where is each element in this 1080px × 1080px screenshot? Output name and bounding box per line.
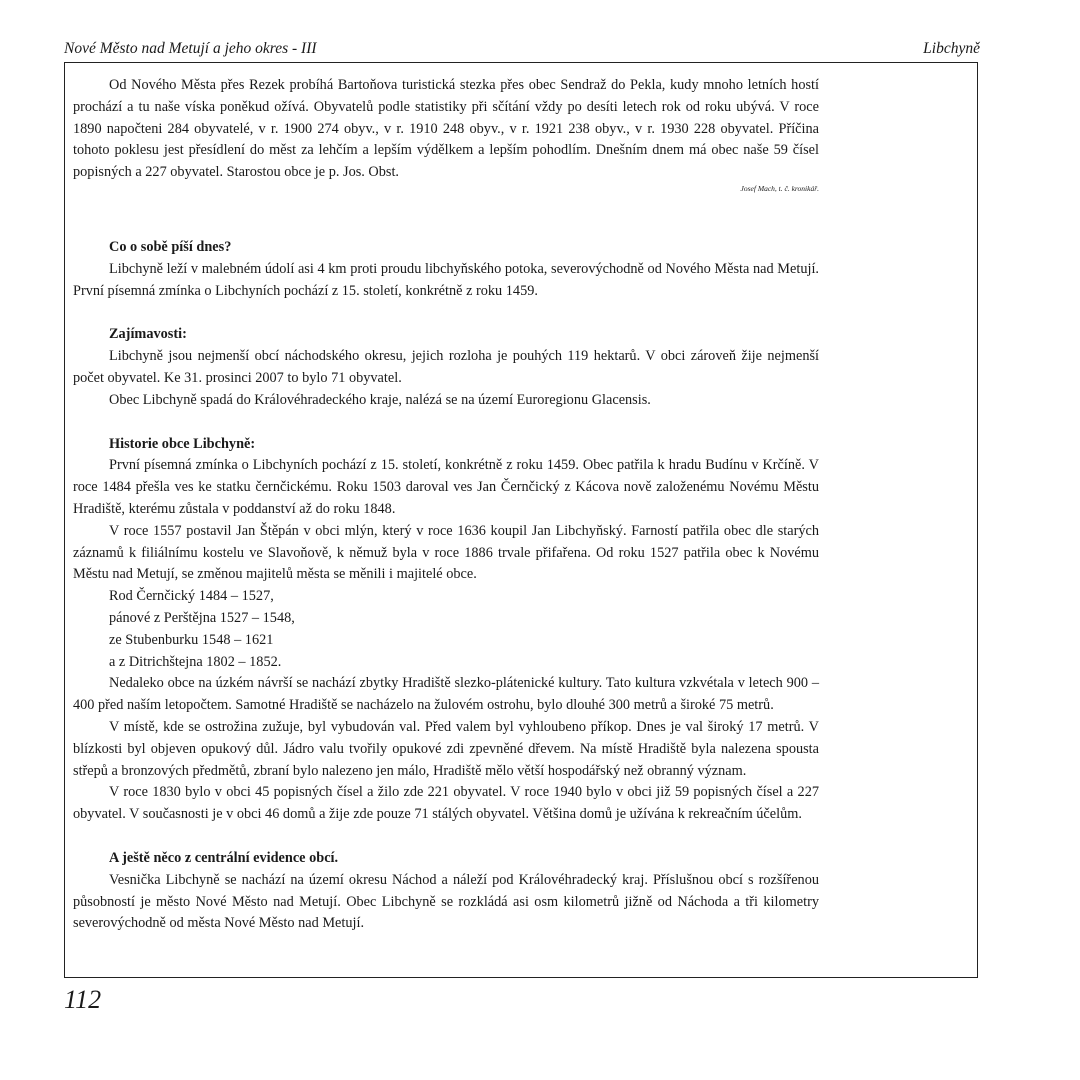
spacer bbox=[73, 302, 819, 324]
attractions-paragraph-2: Obec Libchyně spadá do Královéhradeckého kraje, nalézá se na území Euroregionu Glacensis. bbox=[109, 391, 651, 408]
history-paragraph-1: První písemná zmínka o Libchyních pochází z 15. století, konkrétně z roku 1459. Obec patřila k hradu Budínu v Krčíně. V roce 1484 přešla ves ke statku černčickému. Roku 1503 daroval ves Jan Černčický z Kácova nově založenému Novému Městu Hradiště, kterému zůstala v poddanství až do roku 1848. bbox=[73, 457, 819, 517]
history-paragraph-5: V roce 1830 bylo v obci 45 popisných čísel a žilo zde 221 obyvatel. V roce 1940 bylo v obci již 59 popisných čísel a 227 obyvatel. V současnosti je v obci 46 domů a žije zde pouze 71 stálých obyvatel. Většina domů je užívána k rekreačním účelům. bbox=[73, 784, 819, 823]
section-heading-attractions: Zajímavosti: bbox=[109, 326, 187, 343]
spacer bbox=[73, 412, 819, 434]
spacer bbox=[73, 826, 819, 848]
history-paragraph-4: V místě, kde se ostrožina zužuje, byl vybudován val. Před valem byl vyhloubeno příkop. Dnes je val široký 17 metrů. V blízkosti byl objeven opukový důl. Jádro valu tvořily opukové zdi zpevněné dřevem. Na místě Hradiště byla nalezena spousta střepů a bronzových předmětů, zbraní bylo nalezeno jen málo, Hradiště mělo větší hospodářský než obranný význam. bbox=[73, 718, 819, 779]
intro-paragraph: Od Nového Města přes Rezek probíhá Bartoňova turistická stezka přes obec Sendraž do Pekla, kudy mnoho letních hostí prochází a tu naše víska poněkud ožívá. Obyvatelů podle statistiky při sčítání vždy po desíti letech rok od roku ubývá. V roce 1890 napočteni 284 obyvatelé, v r. 1900 274 obyv., v r. 1910 248 obyv., v r. 1921 238 obyv., v r. 1930 228 obyvatel. Příčina tohoto poklesu jest přesídlení do měst za lehčím a lepším výdělkem a lepším pohodlím. Dnešním dnem má obec naše 59 čísel popisných a 227 obyvatel. Starostou obce je p. Jos. Obst. bbox=[73, 77, 819, 181]
owners-list-item: Rod Černčický 1484 – 1527, bbox=[109, 588, 274, 605]
chronicler-signature: Josef Mach, t. č. kronikář. bbox=[740, 183, 819, 193]
section-heading-history: Historie obce Libchyně: bbox=[109, 435, 256, 452]
running-header bbox=[64, 38, 980, 60]
header-chapter-title: Libchyně bbox=[923, 40, 980, 57]
history-paragraph-3: Nedaleko obce na úzkém návrší se nachází zbytky Hradiště slezko-plátenické kultury. Tato kultura vzkvétala v letech 900 – 400 před naším letopočtem. Samotné Hradiště se nacházelo na žulovém ostrohu, bylo dlouhé 300 metrů a široké 75 metrů. bbox=[73, 675, 819, 714]
owners-list-item: pánové z Perštějna 1527 – 1548, bbox=[109, 609, 295, 626]
today-paragraph: Libchyně leží v malebném údolí asi 4 km proti proudu libchyňského potoka, severovýchodně od Nového Města nad Metují. První písemná zmínka o Libchyních pochází z 15. století, konkrétně z roku 1459. bbox=[73, 260, 819, 299]
owners-list-item: ze Stubenburku 1548 – 1621 bbox=[109, 631, 274, 648]
section-heading-today: Co o sobě píší dnes? bbox=[109, 238, 232, 255]
owners-list-item: a z Ditrichštejna 1802 – 1852. bbox=[109, 653, 282, 670]
section-heading-registry: A ještě něco z centrální evidence obcí. bbox=[109, 849, 339, 866]
spacer bbox=[73, 195, 819, 237]
history-paragraph-2: V roce 1557 postavil Jan Štěpán v obci mlýn, který v roce 1636 koupil Jan Libchyňský. Farností patřila obec dle starých záznamů k filiálnímu kostelu ve Slavoňově, k němuž byla v roce 1886 trvale přifařena. Od roku 1527 patřila obec k Novému Městu nad Metují, se změnou majitelů města se měnili i majitelé obce. bbox=[73, 522, 819, 583]
registry-paragraph: Vesnička Libchyně se nachází na území okresu Náchod a náleží pod Královéhradecký kraj. Příslušnou obcí s rozšířenou působností je město Nové Město nad Metují. Obec Libchyně se rozkládá asi osm kilometrů jižně od Náchoda a tři kilometry severovýchodně od města Nové Město nad Metují. bbox=[73, 871, 819, 932]
page-content bbox=[73, 75, 819, 935]
owners-list bbox=[73, 586, 819, 673]
attractions-paragraph-1: Libchyně jsou nejmenší obcí náchodského okresu, jejich rozloha je pouhých 119 hektarů. V obci zároveň žije nejmenší počet obyvatel. Ke 31. prosinci 2007 to bylo 71 obyvatel. bbox=[73, 348, 819, 386]
page-number: 112 bbox=[64, 985, 102, 1014]
header-book-title: Nové Město nad Metují a jeho okres - III bbox=[64, 40, 317, 57]
